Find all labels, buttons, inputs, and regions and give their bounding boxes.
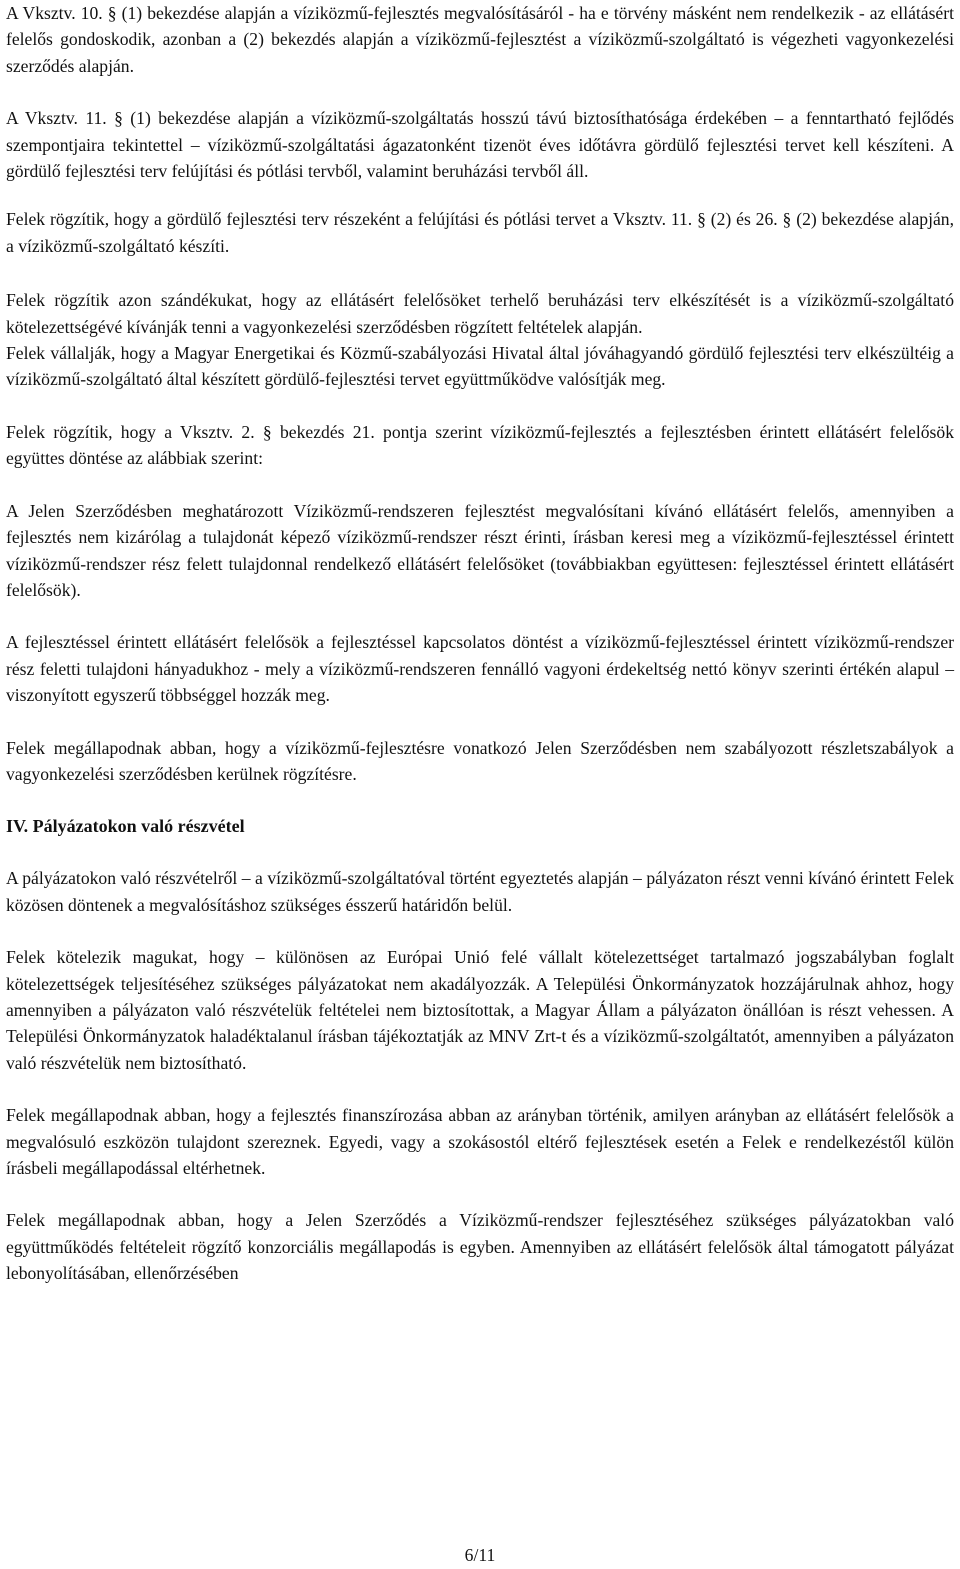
spacer	[6, 918, 954, 944]
paragraph-kotelezettsegvallalas: Felek kötelezik magukat, hogy – különösen az Európai Unió felé vállalt kötelezettséget tartalmazó jogszabályban foglalt kötelezettségek teljesítéséhez szükséges pályázatokat nem akadályozzák. A Települési Önkormányzatok hozzájárulnak ahhoz, hogy amennyiben a pályázaton való részvételük feltételei nem biztosítottak, a Magyar Állam a pályázaton önállóan is részt vehessen. A Települési Önkormányzatok haladéktalanul írásban tájékoztatják az MNV Zrt-t és a víziközmű-szolgáltatót, amennyiben a pályázaton való részvételük nem biztosítható.	[6, 947, 954, 1073]
spacer	[6, 787, 954, 813]
paragraph-palyazati-reszvetel: A pályázatokon való részvételről – a víziközmű-szolgáltatóval történt egyeztetés alapján – pályázaton részt venni kívánó érintett Felek közösen döntenek a megvalósításhoz szükséges ésszerű határidőn belül.	[6, 868, 954, 915]
paragraph-konzorcialis-megallapodas: Felek megállapodnak abban, hogy a Jelen Szerződés a Víziközmű-rendszer fejlesztéséhez szükséges pályázatokban való együttműködés feltételeit rögzítő konzorciális megállapodás is egyben. Amennyiben az ellátásért felelősök által támogatott pályázat lebonyolításában, ellenőrzésében	[6, 1210, 954, 1284]
spacer	[6, 603, 954, 629]
spacer	[6, 472, 954, 498]
paragraph-finanszirozas: Felek megállapodnak abban, hogy a fejlesztés finanszírozása abban az arányban történik, amilyen arányban az ellátásért felelősök a megvalósuló eszközön tulajdont szereznek. Egyedi, vagy a szokásostól eltérő fejlesztések esetén a Felek e rendelkezéstől külön írásbeli megállapodással eltérhetnek.	[6, 1105, 954, 1178]
spacer	[6, 184, 954, 206]
paragraph-reszletszabalyok: Felek megállapodnak abban, hogy a víziközmű-fejlesztésre vonatkozó Jelen Szerződésben nem szabályozott részletszabályok a vagyonkezelési szerződésben kerülnek rögzítésre.	[6, 737, 954, 784]
spacer	[6, 839, 954, 865]
paragraph-tobbsegi-dontes: A fejlesztéssel érintett ellátásért felelősök a fejlesztéssel kapcsolatos döntést a víziközmű-fejlesztéssel érintett víziközmű-rendszer rész feletti tulajdoni hányadukhoz - mely a víziközmű-rendszeren fennálló vagyoni érdekeltség nettó könyv szerinti értékén alapul – viszonyított egyszerű többséggel hozzák meg.	[6, 632, 954, 706]
paragraph-vksztv-11: A Vksztv. 11. § (1) bekezdése alapján a víziközmű-szolgáltatás hosszú távú biztosíthatósága érdekében – a fenntartható fejlődés szempontjaira tekintettel – víziközmű-szolgáltatási ágazatonként tizenöt éves időtávra gördülő fejlesztési tervet kell készíteni. A gördülő fejlesztési terv felújítási és pótlási tervből, valamint beruházási tervből áll.	[6, 108, 954, 182]
spacer	[6, 79, 954, 105]
spacer	[6, 393, 954, 419]
paragraph-mekh-jovahagyas: Felek vállalják, hogy a Magyar Energetikai és Közmű-szabályozási Hivatal által jóváhagyandó gördülő fejlesztési terv elkészültéig a víziközmű-szolgáltató által készített gördülő-fejlesztési tervet együttműködve valósítják meg.	[6, 343, 954, 390]
paragraph-fejlesztes-megkereses: A Jelen Szerződésben meghatározott Víziközmű-rendszeren fejlesztést megvalósítani kívánó ellátásért felelős, amennyiben a fejlesztés nem kizárólag a tulajdonát képező víziközmű-rendszer részt érinti, írásban keresi meg a víziközmű-fejlesztéssel érintett víziközmű-rendszer rész felett tulajdonnal rendelkező ellátásért felelősöket (továbbiakban együttesen: fejlesztéssel érintett ellátásért felelősök).	[6, 500, 954, 600]
paragraph-beruhazasi-terv: Felek rögzítik azon szándékukat, hogy az ellátásért felelősöket terhelő beruházási terv elkészítését is a víziközmű-szolgáltató kötelezettségévé kívánják tenni a vagyonkezelési szerződésben rögzített feltételek alapján.	[6, 290, 954, 337]
document-page	[6, 0, 954, 1287]
spacer	[6, 1181, 954, 1207]
page-number: 6/11	[464, 1545, 496, 1565]
section-heading: IV. Pályázatokon való részvétel	[6, 816, 245, 837]
spacer	[6, 709, 954, 735]
paragraph-gordulo-terv: Felek rögzítik, hogy a gördülő fejlesztési terv részeként a felújítási és pótlási tervet a Vksztv. 11. § (2) és 26. § (2) bekezdése alapján, a víziközmű-szolgáltató készíti.	[6, 209, 954, 256]
paragraph-egyuttes-dontes: Felek rögzítik, hogy a Vksztv. 2. § bekezdés 21. pontja szerint víziközmű-fejlesztés a fejlesztésben érintett ellátásért felelősök együttes döntése az alábbiak szerint:	[6, 421, 954, 469]
spacer	[6, 259, 954, 287]
spacer	[6, 1076, 954, 1102]
paragraph-vksztv-10: A Vksztv. 10. § (1) bekezdése alapján a víziközmű-fejlesztés megvalósításáról - ha e törvény másként nem rendelkezik - az ellátásért felelős gondoskodik, azonban a (2) bekezdés alapján a víziközmű-fejlesztést a víziközmű-szolgáltató is végezheti vagyonkezelési szerződés alapján.	[6, 3, 954, 76]
